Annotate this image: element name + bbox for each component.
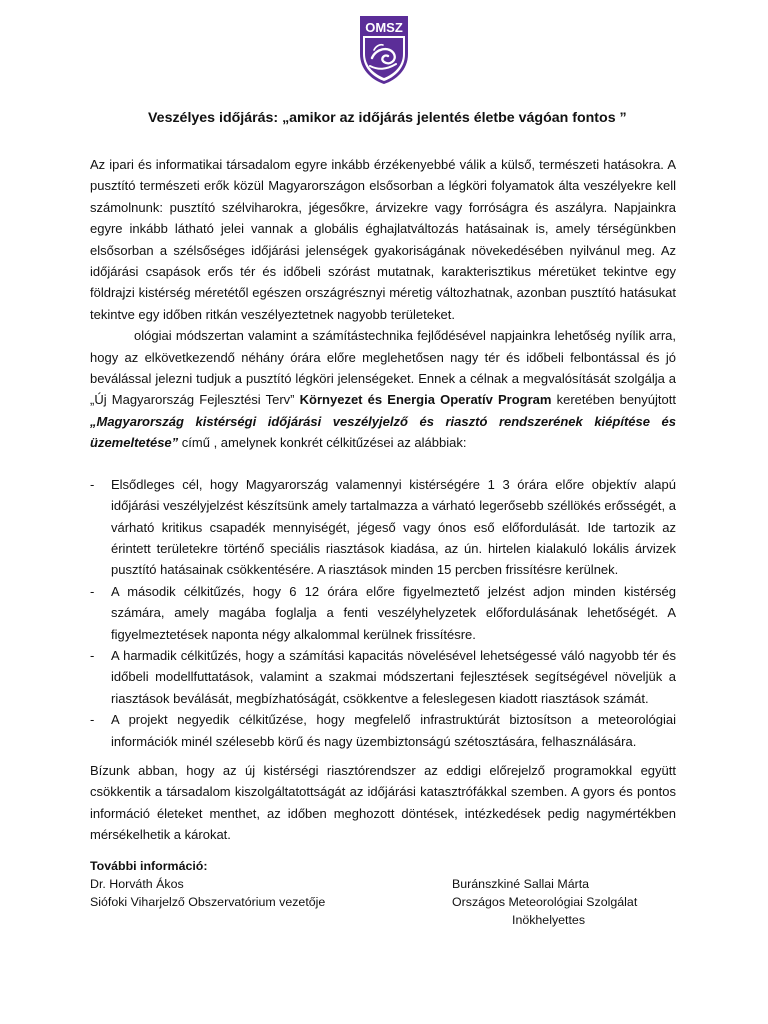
program-text-3: című , amelynek konkrét célkitűzései az alábbiak: xyxy=(181,435,467,451)
contact-right-role: Inökhelyettes xyxy=(512,913,586,927)
list-dash: - xyxy=(90,476,95,492)
page-title: Veszélyes időjárás: „amikor az időjárás jelentés életbe vágóan fontos ” xyxy=(148,110,627,126)
contact-left-role: Siófoki Viharjelző Obszervatórium vezetője xyxy=(90,895,326,909)
list-dash: - xyxy=(90,647,95,663)
list-dash: - xyxy=(90,712,95,728)
program-text-2: keretében benyújtott xyxy=(556,392,676,408)
goal-text: Elsődleges cél, hogy Magyarország valamennyi kistérségére 1 3 órára előre objektív alapú időjárási veszélyjelzést készítsünk amely tartalmazza a várható legerősebb széllökés erősségét, a várható kritikus csapadék mennyiségét, jégeső vagy ónos eső előfordulását. Ide tartozik az érintett területekre történő speciális riasztások kiadása, az ún. hirtelen kialakuló lokális árvizek pusztító hatásainak csökkentésére. A riasztások minden 15 percben frissítésre kerülnek. xyxy=(111,476,676,578)
logo-text: OMSZ xyxy=(365,20,403,35)
more-info-heading: További információ: xyxy=(90,859,208,873)
goal-item xyxy=(90,709,676,752)
omsz-logo xyxy=(356,14,412,86)
goal-item xyxy=(90,645,676,709)
contact-right xyxy=(452,875,637,929)
goal-text: A projekt negyedik célkitűzése, hogy megfelelő infrastruktúrát biztosítson a meteorológiai információk minél szélesebb körű és nagy üzembiztonságú szétosztására, felhasználására. xyxy=(111,712,676,749)
program-text-1: ológiai módszertan valamint a számítástechnika fejlődésével napjainkra lehetőség nyílik arra, hogy az elkövetkezendő néhány órára előre meglehetősen nagy tér és időbeli felbontással és jó beválással jelezni tudjuk a pusztító légköri jelenségeket. Ennek a célnak a megvalósítását szolgálja a „Új Magyarország Fejlesztési Terv” xyxy=(90,328,676,408)
goal-text: A harmadik célkitűzés, hogy a számítási kapacitás növelésével lehetségessé váló nagyobb tér és időbeli modellfuttatások, valamint a szakmai módszertani fejlesztések segítségével növeljük a riasztások beválását, megbízhatóságát, csökkentve a feleslegesen kiadott riasztások számát. xyxy=(111,647,676,706)
contact-right-name: Buránszkiné Sallai Márta xyxy=(452,877,590,891)
goals-list xyxy=(90,474,676,752)
contact-right-org: Országos Meteorológiai Szolgálat xyxy=(452,895,638,909)
document-body xyxy=(90,154,676,846)
program-name: Környezet és Energia Operatív Program xyxy=(299,392,552,408)
program-paragraph xyxy=(90,325,676,453)
contact-left-name: Dr. Horváth Ákos xyxy=(90,877,184,891)
intro-paragraph: Az ipari és informatikai társadalom egyre inkább érzékenyebbé válik a külső, természeti hatásokra. A pusztító természeti erők közül Magyarországon elsősorban a légköri folyamatok álta veszélyekre kell számolnunk: pusztító szélviharokra, jégesőkre, árvizekre vagy forróságra és aszályra. Napjainkra egyre inkább látható jelei vannak a globális éghajlatváltozás hatásainak is, amely térségünkben elsősorban a szélsőséges időjárási jelenségek gyakoriságának növekedésében nyilvánul meg. Az időjárási csapások erős tér és időbeli szórást mutatnak, karakterisztikus méretüket tekintve egy földrajzi kistérség méretétől egészen országrésznyi méretig változhatnak, azonban pusztító hatásukat tekintve egy időben ritkán veszélyeztetnek nagyobb területeket. xyxy=(90,157,676,322)
contact-left xyxy=(90,875,325,911)
contact-footer xyxy=(90,857,690,927)
goal-text: A második célkitűzés, hogy 6 12 órára előre figyelmeztető jelzést adjon minden kistérség számára, amely magába foglalja a fenti veszélyhelyzetek előfordulásának lehetőségét. A figyelmeztetések naponta négy alkalommal kerülnek frissítésre. xyxy=(111,583,676,642)
project-title: „Magyarország kistérségi időjárási veszélyjelző és riasztó rendszerének kiépítése és üzemeltetése” xyxy=(90,413,676,451)
list-dash: - xyxy=(90,583,95,599)
goal-item xyxy=(90,474,676,581)
closing-paragraph: Bízunk abban, hogy az új kistérségi riasztórendszer az eddigi előrejelző programokkal együtt csökkentik a társadalom kiszolgáltatottságát az időjárási katasztrófákkal szemben. A gyors és pontos információ életeket menthet, az időben meghozott döntések, intézkedések pedig nagymértékben mérsékelhetik a károkat. xyxy=(90,762,676,843)
goal-item xyxy=(90,581,676,645)
